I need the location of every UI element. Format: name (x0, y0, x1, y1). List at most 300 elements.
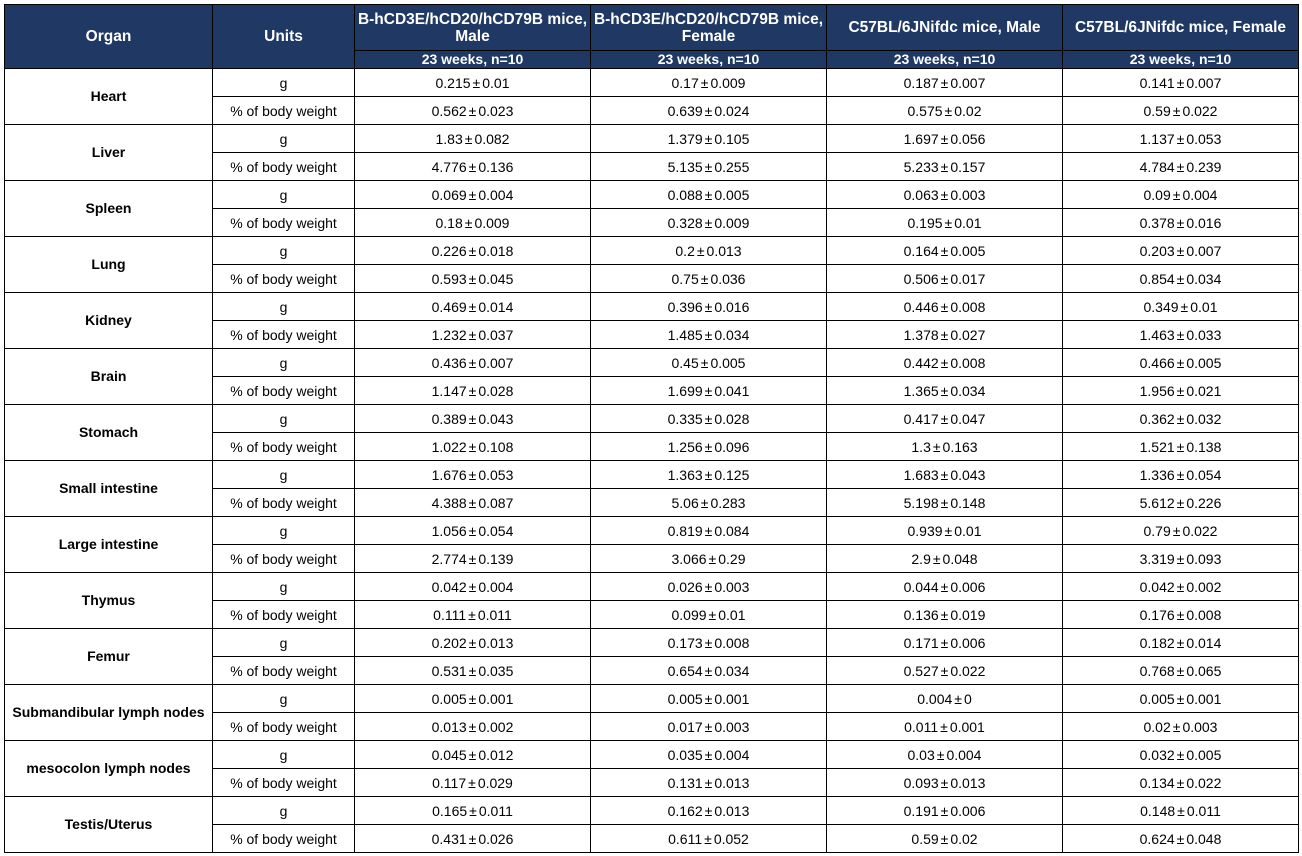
plus-minus-symbol: ± (468, 298, 477, 315)
plus-minus-symbol: ± (468, 158, 477, 175)
mean-value: 0.004 (917, 690, 953, 707)
unit-cell: % of body weight (213, 657, 355, 685)
value-cell (1063, 657, 1299, 685)
value-cell (591, 433, 827, 461)
sem-value: 0 (963, 690, 972, 707)
mean-value: 5.198 (903, 494, 939, 511)
sem-value: 0.034 (714, 326, 750, 343)
mean-value: 3.319 (1139, 550, 1175, 567)
mean-value: 1.83 (435, 130, 463, 147)
value-cell (827, 97, 1063, 125)
header-group-4: C57BL/6JNifdc mice, Female (1063, 5, 1299, 51)
mean-value: 1.699 (667, 382, 703, 399)
value-cell (591, 769, 827, 797)
mean-value: 0.389 (431, 410, 467, 427)
value-cell (591, 153, 827, 181)
plus-minus-symbol: ± (944, 522, 953, 539)
sem-value: 0.016 (1186, 214, 1222, 231)
plus-minus-symbol: ± (468, 746, 477, 763)
plus-minus-symbol: ± (468, 354, 477, 371)
unit-cell: g (213, 293, 355, 321)
mean-value: 0.013 (431, 718, 467, 735)
plus-minus-symbol: ± (1172, 102, 1181, 119)
unit-cell: % of body weight (213, 97, 355, 125)
value-cell (355, 97, 591, 125)
plus-minus-symbol: ± (940, 354, 949, 371)
sem-value: 0.093 (1186, 550, 1222, 567)
organ-name: Kidney (5, 293, 213, 349)
mean-value: 1.485 (667, 326, 703, 343)
sem-value: 0.138 (1186, 438, 1222, 455)
mean-value: 0.093 (903, 774, 939, 791)
value-cell (591, 545, 827, 573)
plus-minus-symbol: ± (932, 550, 941, 567)
mean-value: 0.005 (667, 690, 703, 707)
mean-value: 0.575 (907, 102, 943, 119)
plus-minus-symbol: ± (468, 830, 477, 847)
value-cell (591, 713, 827, 741)
sem-value: 0.028 (714, 410, 750, 427)
value-cell (1063, 629, 1299, 657)
plus-minus-symbol: ± (468, 494, 477, 511)
unit-cell: % of body weight (213, 377, 355, 405)
value-cell (1063, 601, 1299, 629)
plus-minus-symbol: ± (464, 214, 473, 231)
plus-minus-symbol: ± (940, 718, 948, 735)
sem-value: 0.007 (1186, 242, 1222, 259)
value-cell (1063, 825, 1299, 853)
plus-minus-symbol: ± (468, 662, 477, 679)
sem-value: 0.041 (714, 382, 750, 399)
sem-value: 0.035 (478, 662, 514, 679)
plus-minus-symbol: ± (708, 550, 717, 567)
plus-minus-symbol: ± (954, 690, 962, 707)
plus-minus-symbol: ± (468, 242, 477, 259)
unit-cell: g (213, 573, 355, 601)
plus-minus-symbol: ± (468, 550, 477, 567)
value-cell (591, 377, 827, 405)
plus-minus-symbol: ± (1176, 774, 1185, 791)
value-cell (1063, 293, 1299, 321)
plus-minus-symbol: ± (468, 690, 477, 707)
value-cell (355, 573, 591, 601)
sem-value: 0.139 (478, 550, 514, 567)
mean-value: 0.111 (433, 606, 467, 623)
organ-name: Heart (5, 69, 213, 125)
value-cell (591, 489, 827, 517)
mean-value: 0.768 (1139, 662, 1175, 679)
plus-minus-symbol: ± (1176, 410, 1185, 427)
value-cell (1063, 797, 1299, 825)
value-cell (1063, 349, 1299, 377)
mean-value: 1.022 (431, 438, 467, 455)
mean-value: 0.099 (671, 606, 707, 623)
header-units: Units (213, 5, 355, 69)
value-cell (355, 321, 591, 349)
mean-value: 0.79 (1143, 522, 1171, 539)
sem-value: 0.053 (478, 466, 514, 483)
unit-cell: g (213, 125, 355, 153)
sem-value: 0.01 (954, 522, 982, 539)
mean-value: 0.165 (432, 802, 468, 819)
plus-minus-symbol: ± (1176, 550, 1185, 567)
header-group-3-sub: 23 weeks, n=10 (827, 51, 1063, 69)
sem-value: 0.056 (950, 130, 986, 147)
plus-minus-symbol: ± (464, 130, 473, 147)
sem-value: 0.01 (718, 606, 746, 623)
mean-value: 0.195 (907, 214, 943, 231)
sem-value: 0.032 (1186, 410, 1222, 427)
unit-cell: g (213, 629, 355, 657)
sem-value: 0.008 (950, 298, 986, 315)
sem-value: 0.023 (478, 102, 514, 119)
value-cell (355, 685, 591, 713)
value-cell (827, 825, 1063, 853)
value-cell (355, 461, 591, 489)
sem-value: 0.013 (950, 774, 986, 791)
sem-value: 0.001 (714, 690, 750, 707)
sem-value: 0.034 (714, 662, 750, 679)
organ-name: Liver (5, 125, 213, 181)
header-group-2: B-hCD3E/hCD20/hCD79B mice, Female (591, 5, 827, 51)
plus-minus-symbol: ± (468, 522, 477, 539)
mean-value: 0.75 (671, 270, 699, 287)
value-cell (355, 125, 591, 153)
organ-name: Large intestine (5, 517, 213, 573)
plus-minus-symbol: ± (704, 690, 713, 707)
sem-value: 0.255 (714, 158, 750, 175)
plus-minus-symbol: ± (1172, 718, 1181, 735)
mean-value: 0.148 (1140, 802, 1176, 819)
value-cell (591, 741, 827, 769)
plus-minus-symbol: ± (1176, 746, 1185, 763)
plus-minus-symbol: ± (704, 634, 713, 651)
sem-value: 0.01 (482, 74, 510, 91)
sem-value: 0.011 (1186, 802, 1221, 819)
mean-value: 0.593 (431, 270, 467, 287)
mean-value: 0.162 (667, 802, 703, 819)
plus-minus-symbol: ± (1176, 662, 1185, 679)
mean-value: 1.056 (431, 522, 467, 539)
unit-cell: % of body weight (213, 545, 355, 573)
sem-value: 0.018 (478, 242, 514, 259)
plus-minus-symbol: ± (940, 242, 949, 259)
value-cell (827, 629, 1063, 657)
sem-value: 0.002 (478, 718, 514, 735)
value-cell (827, 377, 1063, 405)
mean-value: 0.069 (431, 186, 467, 203)
table-row (5, 797, 1299, 825)
mean-value: 0.436 (431, 354, 467, 371)
sem-value: 0.003 (950, 186, 986, 203)
value-cell (1063, 377, 1299, 405)
plus-minus-symbol: ± (708, 606, 717, 623)
sem-value: 0.047 (950, 410, 986, 427)
plus-minus-symbol: ± (940, 326, 949, 343)
mean-value: 0.164 (903, 242, 939, 259)
mean-value: 0.03 (907, 746, 935, 763)
mean-value: 1.379 (667, 130, 703, 147)
sem-value: 0.005 (710, 354, 746, 371)
value-cell (827, 349, 1063, 377)
mean-value: 0.035 (667, 746, 703, 763)
sem-value: 0.013 (478, 634, 514, 651)
sem-value: 0.022 (1182, 522, 1218, 539)
plus-minus-symbol: ± (704, 130, 713, 147)
mean-value: 0.624 (1139, 830, 1175, 847)
mean-value: 0.362 (1139, 410, 1175, 427)
mean-value: 2.9 (911, 550, 931, 567)
value-cell (827, 517, 1063, 545)
plus-minus-symbol: ± (696, 242, 705, 259)
plus-minus-symbol: ± (704, 522, 713, 539)
value-cell (1063, 685, 1299, 713)
value-cell (355, 265, 591, 293)
table-row (5, 741, 1299, 769)
value-cell (1063, 97, 1299, 125)
value-cell (1063, 321, 1299, 349)
plus-minus-symbol: ± (940, 270, 949, 287)
value-cell (1063, 405, 1299, 433)
organ-weight-table (4, 4, 1299, 853)
value-cell (1063, 265, 1299, 293)
plus-minus-symbol: ± (700, 354, 709, 371)
plus-minus-symbol: ± (468, 774, 476, 791)
value-cell (1063, 517, 1299, 545)
sem-value: 0.048 (1186, 830, 1222, 847)
mean-value: 0.531 (431, 662, 467, 679)
organ-name: Femur (5, 629, 213, 685)
plus-minus-symbol: ± (1176, 158, 1185, 175)
header-group-1-sub: 23 weeks, n=10 (355, 51, 591, 69)
table-row (5, 461, 1299, 489)
sem-value: 0.003 (714, 718, 750, 735)
mean-value: 5.06 (671, 494, 699, 511)
value-cell (591, 601, 827, 629)
plus-minus-symbol: ± (704, 774, 713, 791)
mean-value: 1.137 (1139, 130, 1175, 147)
mean-value: 1.683 (903, 466, 939, 483)
mean-value: 2.774 (431, 550, 467, 567)
plus-minus-symbol: ± (468, 186, 477, 203)
value-cell (827, 769, 1063, 797)
sem-value: 0.034 (1186, 270, 1222, 287)
plus-minus-symbol: ± (468, 466, 477, 483)
sem-value: 0.013 (706, 242, 742, 259)
plus-minus-symbol: ± (468, 438, 477, 455)
mean-value: 0.032 (1139, 746, 1175, 763)
value-cell (591, 657, 827, 685)
value-cell (827, 69, 1063, 97)
sem-value: 0.283 (710, 494, 746, 511)
mean-value: 3.066 (671, 550, 707, 567)
sem-value: 0.096 (714, 438, 750, 455)
plus-minus-symbol: ± (1176, 466, 1185, 483)
plus-minus-symbol: ± (1176, 242, 1185, 259)
plus-minus-symbol: ± (704, 830, 712, 847)
sem-value: 0.004 (1182, 186, 1218, 203)
mean-value: 0.18 (435, 214, 463, 231)
sem-value: 0.022 (1182, 102, 1218, 119)
value-cell (1063, 713, 1299, 741)
mean-value: 4.784 (1139, 158, 1175, 175)
sem-value: 0.082 (474, 130, 510, 147)
mean-value: 0.442 (903, 354, 939, 371)
mean-value: 0.59 (911, 830, 939, 847)
table-row (5, 237, 1299, 265)
plus-minus-symbol: ± (468, 410, 477, 427)
plus-minus-symbol: ± (932, 438, 941, 455)
mean-value: 1.336 (1139, 466, 1175, 483)
plus-minus-symbol: ± (704, 298, 713, 315)
value-cell (1063, 433, 1299, 461)
sem-value: 0.087 (478, 494, 514, 511)
value-cell (1063, 545, 1299, 573)
table-header (5, 5, 1299, 69)
mean-value: 0.117 (432, 774, 467, 791)
mean-value: 0.611 (668, 830, 703, 847)
mean-value: 0.562 (431, 102, 467, 119)
value-cell (591, 405, 827, 433)
sem-value: 0.022 (1186, 774, 1222, 791)
value-cell (591, 125, 827, 153)
mean-value: 0.417 (903, 410, 939, 427)
mean-value: 0.02 (1143, 718, 1171, 735)
plus-minus-symbol: ± (1176, 130, 1185, 147)
sem-value: 0.001 (949, 718, 985, 735)
plus-minus-symbol: ± (1176, 354, 1185, 371)
mean-value: 0.131 (667, 774, 703, 791)
value-cell (355, 433, 591, 461)
mean-value: 0.005 (1139, 690, 1175, 707)
mean-value: 0.328 (667, 214, 703, 231)
mean-value: 0.854 (1139, 270, 1175, 287)
mean-value: 0.044 (903, 578, 939, 595)
value-cell (1063, 181, 1299, 209)
value-cell (355, 293, 591, 321)
plus-minus-symbol: ± (700, 74, 709, 91)
header-organ: Organ (5, 5, 213, 69)
unit-cell: g (213, 741, 355, 769)
value-cell (827, 461, 1063, 489)
value-cell (827, 685, 1063, 713)
plus-minus-symbol: ± (940, 606, 949, 623)
sem-value: 0.004 (478, 186, 514, 203)
plus-minus-symbol: ± (1176, 830, 1185, 847)
plus-minus-symbol: ± (472, 74, 481, 91)
plus-minus-symbol: ± (1176, 494, 1185, 511)
value-cell (827, 545, 1063, 573)
table-row (5, 629, 1299, 657)
organ-name: Brain (5, 349, 213, 405)
organ-name: Small intestine (5, 461, 213, 517)
mean-value: 0.171 (903, 634, 939, 651)
plus-minus-symbol: ± (940, 130, 949, 147)
sem-value: 0.136 (478, 158, 514, 175)
plus-minus-symbol: ± (940, 382, 949, 399)
sem-value: 0.005 (1186, 746, 1222, 763)
value-cell (1063, 153, 1299, 181)
sem-value: 0.009 (474, 214, 510, 231)
organ-name: Lung (5, 237, 213, 293)
mean-value: 0.378 (1139, 214, 1175, 231)
sem-value: 0.029 (477, 774, 513, 791)
plus-minus-symbol: ± (940, 830, 949, 847)
value-cell (591, 181, 827, 209)
unit-cell: % of body weight (213, 321, 355, 349)
value-cell (827, 741, 1063, 769)
sem-value: 0.003 (714, 578, 750, 595)
sem-value: 0.026 (478, 830, 514, 847)
plus-minus-symbol: ± (704, 186, 713, 203)
value-cell (591, 685, 827, 713)
plus-minus-symbol: ± (468, 270, 477, 287)
value-cell (827, 601, 1063, 629)
plus-minus-symbol: ± (944, 102, 953, 119)
unit-cell: % of body weight (213, 713, 355, 741)
value-cell (827, 181, 1063, 209)
mean-value: 0.335 (667, 410, 703, 427)
sem-value: 0.01 (954, 214, 982, 231)
mean-value: 0.45 (671, 354, 699, 371)
sem-value: 0.003 (1182, 718, 1218, 735)
value-cell (827, 713, 1063, 741)
plus-minus-symbol: ± (940, 466, 949, 483)
value-cell (827, 265, 1063, 293)
unit-cell: % of body weight (213, 825, 355, 853)
organ-name: Spleen (5, 181, 213, 237)
sem-value: 0.054 (478, 522, 514, 539)
value-cell (355, 657, 591, 685)
sem-value: 0.005 (714, 186, 750, 203)
table-row (5, 405, 1299, 433)
plus-minus-symbol: ± (1176, 438, 1185, 455)
value-cell (591, 825, 827, 853)
plus-minus-symbol: ± (704, 102, 713, 119)
plus-minus-symbol: ± (940, 634, 949, 651)
value-cell (355, 181, 591, 209)
plus-minus-symbol: ± (1172, 186, 1181, 203)
value-cell (591, 321, 827, 349)
mean-value: 0.191 (903, 802, 939, 819)
mean-value: 0.063 (903, 186, 939, 203)
sem-value: 0.028 (478, 382, 514, 399)
mean-value: 0.469 (431, 298, 467, 315)
value-cell (591, 69, 827, 97)
organ-name: Testis/Uterus (5, 797, 213, 853)
plus-minus-symbol: ± (468, 634, 477, 651)
value-cell (591, 265, 827, 293)
mean-value: 5.612 (1139, 494, 1175, 511)
value-cell (355, 629, 591, 657)
value-cell (355, 713, 591, 741)
plus-minus-symbol: ± (1176, 214, 1185, 231)
unit-cell: g (213, 69, 355, 97)
value-cell (1063, 209, 1299, 237)
sem-value: 0.239 (1186, 158, 1222, 175)
sem-value: 0.004 (946, 746, 982, 763)
plus-minus-symbol: ± (1176, 270, 1185, 287)
sem-value: 0.065 (1186, 662, 1222, 679)
plus-minus-symbol: ± (1176, 634, 1185, 651)
plus-minus-symbol: ± (704, 382, 713, 399)
value-cell (355, 349, 591, 377)
mean-value: 1.147 (431, 382, 467, 399)
sem-value: 0.037 (478, 326, 514, 343)
sem-value: 0.009 (710, 74, 746, 91)
sem-value: 0.006 (950, 578, 986, 595)
unit-cell: % of body weight (213, 209, 355, 237)
